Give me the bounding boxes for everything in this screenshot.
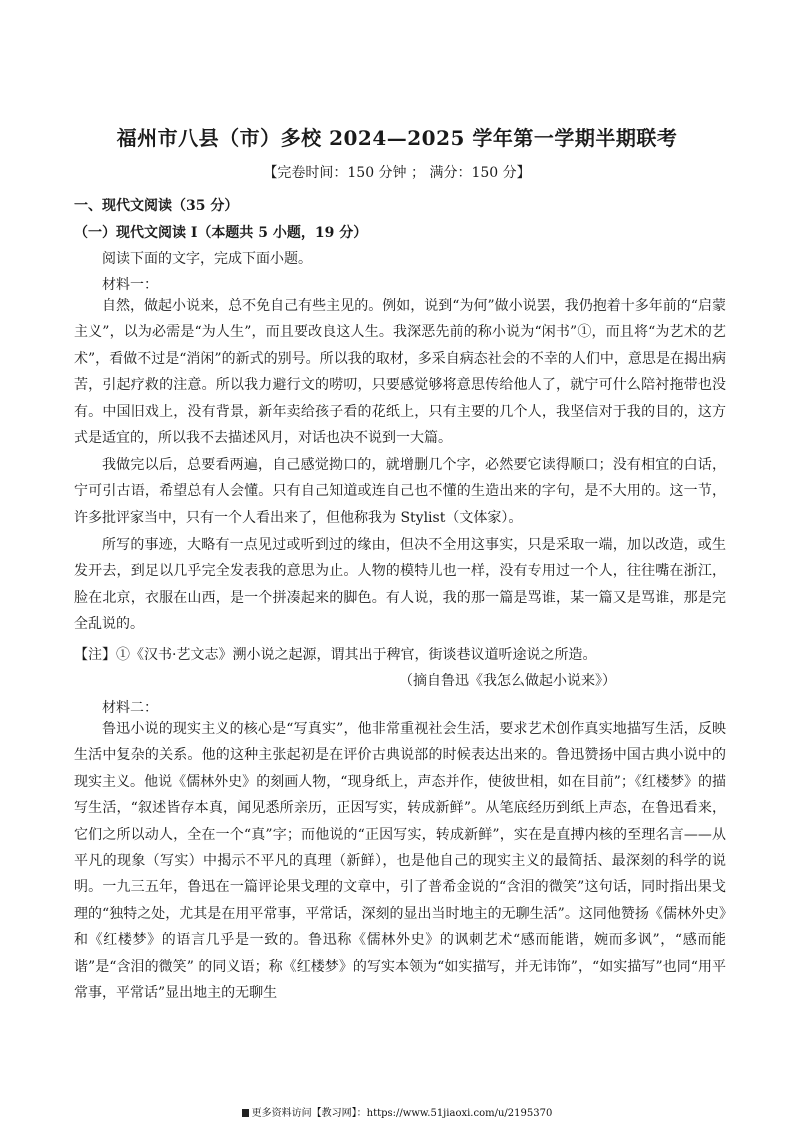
material-one-source: （摘自鲁迅《我怎么做起小说来》） <box>399 673 616 689</box>
footnote: 【注】①《汉书·艺文志》溯小说之起源，谓其出于稗官，街谈巷议道听途说之所造。 <box>74 647 597 663</box>
flag-icon <box>242 1109 249 1117</box>
material-one-paragraph-1: 自然，做起小说来，总不免自己有些主见的。例如，说到“为何”做小说罢，我仍抱着十多年前的“启蒙主义”，以为必需是“为人生”，而且要改良这人生。我深恶先前的称小说为“闲书”①，而且将“为艺术的艺术”，看做不过是“消闲”的新式的别号。所以我的取材，多采自病态社会的不幸的人们中，意思是在揭出病苦，引起疗救的注意。所以我力避行文的唠叨，只要感觉够将意思传给他人了，就宁可什么陪衬拖带也没有。中国旧戏上，没有背景，新年卖给孩子看的花纸上，只有主要的几个人，我坚信对于我的目的，这方式是适宜的，所以我不去描述风月，对话也决不说到一大篇。 <box>74 298 726 447</box>
reading-instruction: 阅读下面的文字，完成下面小题。 <box>102 251 312 267</box>
footer-link[interactable] <box>0 1104 794 1119</box>
section-heading: 一、现代文阅读（35 分） <box>74 198 239 214</box>
material-one-label: 材料一： <box>102 277 158 293</box>
material-one-paragraph-3: 所写的事迹，大略有一点见过或听到过的缘由，但决不全用这事实，只是采取一端，加以改造，或生发开去，到足以几乎完全发表我的意思为止。人物的模特儿也一样，没有专用过一个人，往往嘴在浙江，脸在北京，衣服在山西，是一个拼凑起来的脚色。有人说，我的那一篇是骂谁，某一篇又是骂谁，那是完全乱说的。 <box>74 537 726 633</box>
footer-text: 更多资料访问【教习网】：https://www.51jiaoxi.com/u/2195370 <box>251 1108 553 1119</box>
material-two-paragraph: 鲁迅小说的现实主义的核心是“写真实”，他非常重视社会生活，要求艺术创作真实地描写生活，反映生活中复杂的关系。他的这种主张起初是在评价古典说部的时候表达出来的。鲁迅赞扬中国古典小说中的现实主义。他说《儒林外史》的刻画人物，“现身纸上，声态并作，使彼世相，如在目前”；《红楼梦》的描写生活，“叙述皆存本真，闻见悉所亲历，正因写实，转成新鲜”。从笔底经历到纸上声态，在鲁迅看来，它们之所以动人，全在一个“真”字；而他说的“正因写实，转成新鲜”，实在是直搏内核的至理名言——从平凡的现象（写实）中揭示不平凡的真理（新鲜），也是他自己的现实主义的最简括、最深刻的科学的说明。一九三五年，鲁迅在一篇评论果戈理的文章中，引了普希金说的“含泪的微笑”这句话，同时指出果戈理的“独特之处，尤其是在用平常事，平常话，深刻的显出当时地主的无聊生活”。这同他赞扬《儒林外史》和《红楼梦》的语言几乎是一致的。鲁迅称《儒林外史》的讽刺艺术“感而能谐，婉而多讽”，“感而能谐”是“含泪的微笑” 的同义语；称《红楼梦》的写实本领为“如实描写，并无讳饰”，“如实描写”也同“用平常事，平常话”显出地主的无聊生 <box>74 721 726 1002</box>
material-two-label: 材料二： <box>102 700 158 716</box>
material-one-paragraph-2: 我做完以后，总要看两遍，自己感觉拗口的，就增删几个字，必然要它读得顺口；没有相宜的白话，宁可引古语，希望总有人会懂。只有自己知道或连自己也不懂的生造出来的字句，是不大用的。这一节，许多批评家当中，只有一个人看出来了，但他称我为 Stylist（文体家）。 <box>74 457 726 526</box>
part-heading: （一）现代文阅读 I（本题共 5 小题，19 分） <box>74 225 368 241</box>
exam-time-score: 【完卷时间：150 分钟 ； 满分：150 分】 <box>263 165 531 181</box>
exam-title: 福州市八县（市）多校 2024—2025 学年第一学期半期联考 <box>116 126 678 150</box>
